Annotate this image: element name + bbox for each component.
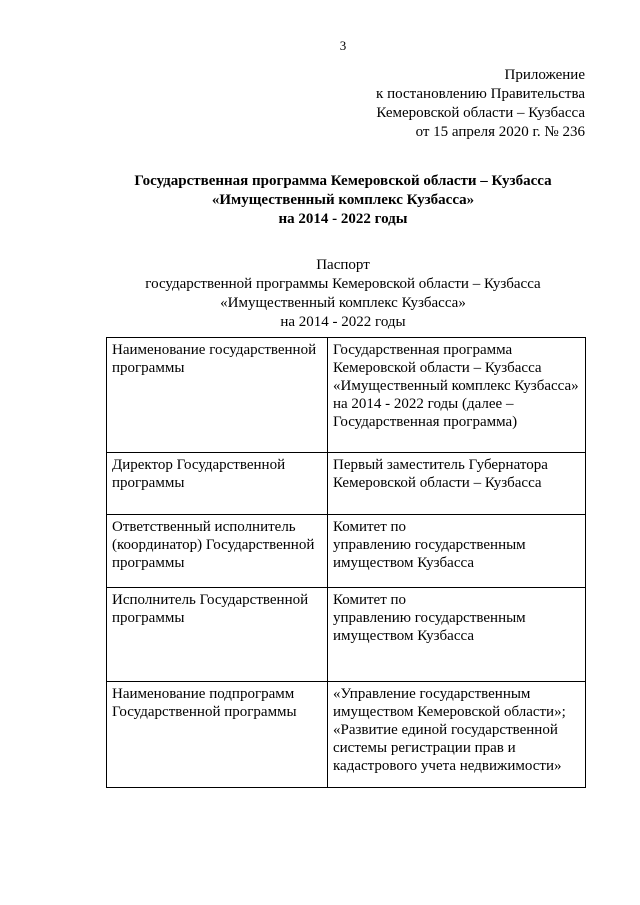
appendix-header bbox=[376, 66, 585, 142]
cell-line: Ответственный исполнитель bbox=[112, 519, 296, 535]
cell-line: имуществом Кузбасса bbox=[333, 555, 474, 571]
cell-line: «Развитие единой государственной bbox=[333, 722, 558, 738]
table-row bbox=[107, 453, 586, 515]
cell-line: (координатор) Государственной bbox=[112, 537, 315, 553]
row-label-cell bbox=[107, 338, 328, 453]
cell-line: управлению государственным bbox=[333, 610, 526, 626]
row-value-cell bbox=[328, 338, 586, 453]
passport-title-line: Паспорт bbox=[316, 257, 370, 273]
cell-line: программы bbox=[112, 610, 185, 626]
cell-line: программы bbox=[112, 475, 185, 491]
cell-line: Кемеровской области – Кузбасса bbox=[333, 475, 542, 491]
appendix-line: Приложение bbox=[504, 67, 585, 83]
row-label-cell bbox=[107, 515, 328, 588]
passport-table bbox=[106, 337, 586, 788]
table-row bbox=[107, 588, 586, 682]
cell-line: Наименование подпрограмм bbox=[112, 686, 295, 702]
cell-line: Первый заместитель Губернатора bbox=[333, 457, 548, 473]
program-title-line: «Имущественный комплекс Кузбасса» bbox=[211, 192, 475, 208]
cell-line: Наименование государственной bbox=[112, 342, 317, 358]
page-number: 3 bbox=[339, 38, 347, 53]
passport-title bbox=[0, 256, 640, 332]
cell-line: Кемеровской области – Кузбасса bbox=[333, 360, 542, 376]
program-title-line: Государственная программа Кемеровской области – Кузбасса bbox=[134, 173, 552, 189]
cell-line: «Имущественный комплекс Кузбасса» bbox=[333, 378, 579, 394]
table-row bbox=[107, 338, 586, 453]
cell-line: кадастрового учета недвижимости» bbox=[333, 758, 562, 774]
passport-title-line: государственной программы Кемеровской области – Кузбасса bbox=[145, 276, 541, 292]
row-label-cell bbox=[107, 682, 328, 788]
cell-line: управлению государственным bbox=[333, 537, 526, 553]
appendix-line: к постановлению Правительства bbox=[376, 86, 585, 102]
cell-line: Исполнитель Государственной bbox=[112, 592, 309, 608]
passport-title-line: на 2014 - 2022 годы bbox=[280, 314, 406, 330]
cell-line: системы регистрации прав и bbox=[333, 740, 516, 756]
cell-line: имуществом Кемеровской области»; bbox=[333, 704, 566, 720]
program-title-line: на 2014 - 2022 годы bbox=[278, 211, 408, 227]
cell-line: Государственная программа bbox=[333, 342, 513, 358]
cell-line: «Управление государственным bbox=[333, 686, 531, 702]
row-label-cell bbox=[107, 453, 328, 515]
cell-line: имуществом Кузбасса bbox=[333, 628, 474, 644]
appendix-line: Кемеровской области – Кузбасса bbox=[376, 105, 585, 121]
row-value-cell bbox=[328, 453, 586, 515]
program-title bbox=[0, 172, 640, 229]
row-label-cell bbox=[107, 588, 328, 682]
cell-line: программы bbox=[112, 360, 185, 376]
cell-line: Государственной программы bbox=[112, 704, 297, 720]
row-value-cell bbox=[328, 515, 586, 588]
table-row bbox=[107, 682, 586, 788]
cell-line: Комитет по bbox=[333, 519, 407, 535]
cell-line: программы bbox=[112, 555, 185, 571]
cell-line: на 2014 - 2022 годы (далее – bbox=[333, 396, 514, 412]
row-value-cell bbox=[328, 588, 586, 682]
table-row bbox=[107, 515, 586, 588]
appendix-line: от 15 апреля 2020 г. № 236 bbox=[415, 124, 585, 140]
cell-line: Комитет по bbox=[333, 592, 407, 608]
row-value-cell bbox=[328, 682, 586, 788]
passport-title-line: «Имущественный комплекс Кузбасса» bbox=[220, 295, 466, 311]
cell-line: Директор Государственной bbox=[112, 457, 286, 473]
cell-line: Государственная программа) bbox=[333, 414, 518, 430]
